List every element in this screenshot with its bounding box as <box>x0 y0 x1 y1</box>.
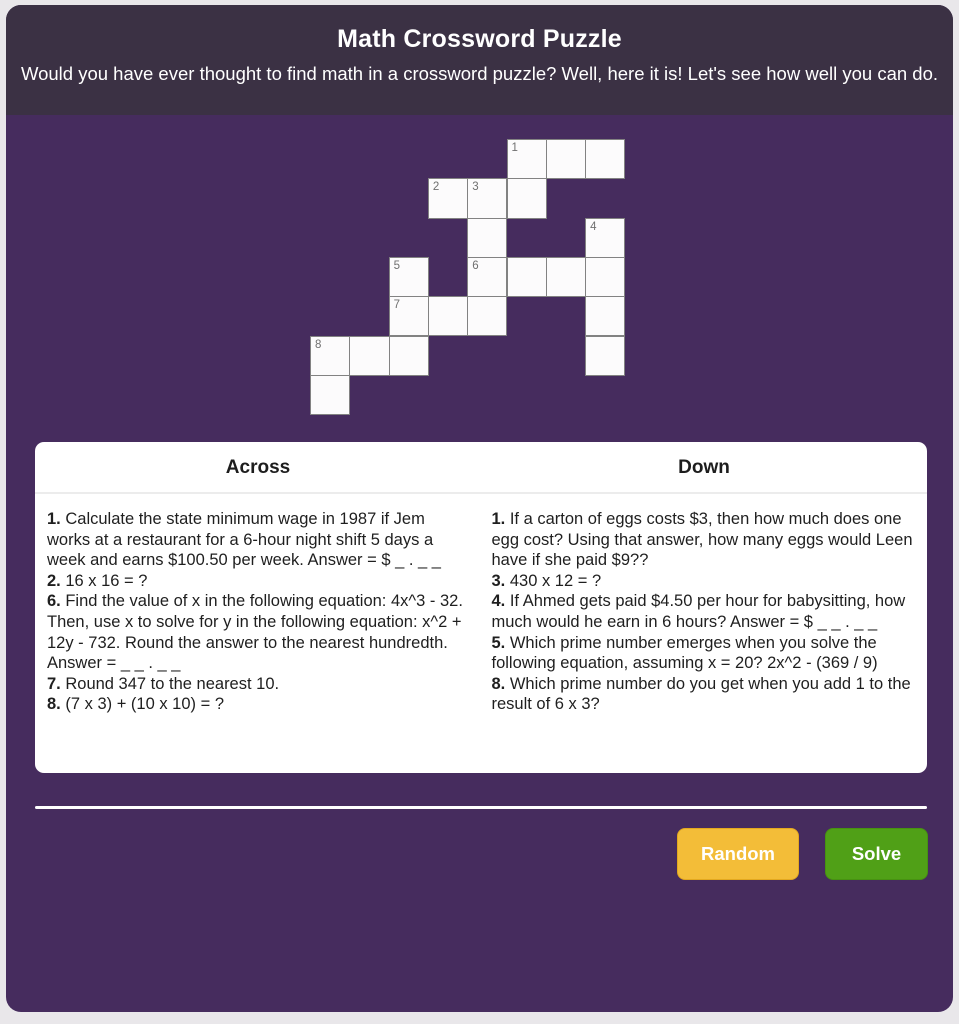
clue-item: 8. (7 x 3) + (10 x 10) = ? <box>47 695 225 714</box>
across-heading: Across <box>225 457 291 478</box>
grid-cell-5[interactable] <box>389 257 429 297</box>
clue-item: 1. If a carton of eggs costs $3, then how much does one egg cost? Using that answer, how many eggs would Leen have if she paid $9?? <box>491 510 913 570</box>
clue-item: 4. If Ahmed gets paid $4.50 per hour for babysitting, how much would he earn in 6 hours? Answer = $ _ _ . _ _ <box>491 592 906 631</box>
down-clue-list <box>492 509 915 715</box>
app-card <box>6 5 953 1012</box>
cell-number: 7 <box>393 299 400 312</box>
grid-cell[interactable] <box>546 139 586 179</box>
cell-number: 2 <box>432 181 440 194</box>
grid-cell[interactable] <box>546 257 586 297</box>
across-clue-list <box>47 509 470 715</box>
grid-cell[interactable] <box>310 375 350 415</box>
cell-number: 3 <box>472 181 479 194</box>
cell-number: 1 <box>511 142 518 154</box>
clue-number: 6. <box>47 592 61 611</box>
clue-number: 8. <box>491 674 506 693</box>
random-button[interactable]: Random <box>677 828 799 880</box>
grid-cell[interactable] <box>585 296 625 336</box>
grid-cell[interactable] <box>507 257 547 297</box>
clue-number: 4. <box>491 592 506 611</box>
clue-item: 6. Find the value of x in the following equation: 4x^3 - 32. Then, use x to solve for y in the following equation: x^2 + 12y - 732. Round the answer to the nearest hundredth. Answer = _ _ . _ _ <box>47 592 463 673</box>
grid-cell[interactable] <box>467 218 507 258</box>
clue-number: 1. <box>491 510 506 528</box>
clue-number: 8. <box>47 695 61 714</box>
grid-cell[interactable] <box>585 139 625 179</box>
clue-number: 3. <box>491 571 506 590</box>
grid-cell-8[interactable] <box>310 336 350 376</box>
clue-number: 5. <box>491 633 506 652</box>
page-title: Math Crossword Puzzle <box>337 25 622 53</box>
grid-cell[interactable] <box>585 257 625 297</box>
clues-panel <box>35 442 927 773</box>
grid-cell[interactable] <box>349 336 389 376</box>
cell-number: 5 <box>393 259 400 272</box>
clue-item: 3. 430 x 12 = ? <box>491 571 602 590</box>
solve-button[interactable]: Solve <box>825 828 928 880</box>
clue-number: 2. <box>47 571 61 590</box>
clue-item: 7. Round 347 to the nearest 10. <box>47 674 280 693</box>
clues-body <box>35 494 927 715</box>
clue-item: 5. Which prime number emerges when you solve the following equation, assuming x = 20? 2x^2 - (369 / 9) <box>491 633 878 673</box>
grid-cell-2[interactable] <box>428 178 468 218</box>
grid-cell[interactable] <box>585 336 625 376</box>
grid-cell[interactable] <box>507 178 547 218</box>
grid-cell-1[interactable] <box>507 139 547 179</box>
grid-cell-4[interactable] <box>585 218 625 258</box>
grid-cell-7[interactable] <box>389 296 429 336</box>
cell-number: 4 <box>590 220 597 233</box>
grid-cell[interactable] <box>389 336 429 376</box>
grid-cell-3[interactable] <box>467 178 507 218</box>
clue-number: 1. <box>47 510 61 528</box>
cell-number: 8 <box>315 338 322 351</box>
clue-item: 8. Which prime number do you get when you add 1 to the result of 6 x 3? <box>491 674 911 714</box>
header <box>6 5 953 115</box>
grid-cell[interactable] <box>428 296 468 336</box>
page-subtitle: Would you have ever thought to find math in a crossword puzzle? Well, here it is! Let's see how well you can do. <box>20 63 939 84</box>
divider <box>35 806 927 809</box>
clue-number: 7. <box>47 674 61 693</box>
grid-cell-6[interactable] <box>467 257 507 297</box>
cell-number: 6 <box>472 259 479 272</box>
crossword-grid <box>310 139 630 419</box>
clue-item: 1. Calculate the state minimum wage in 1987 if Jem works at a restaurant for a 6-hour night shift 5 days a week and earns $100.50 per week. Answer = $ _ . _ _ <box>47 510 441 570</box>
grid-cell[interactable] <box>467 296 507 336</box>
down-heading: Down <box>678 457 730 478</box>
clues-header <box>35 442 927 494</box>
clue-item: 2. 16 x 16 = ? <box>47 571 148 590</box>
